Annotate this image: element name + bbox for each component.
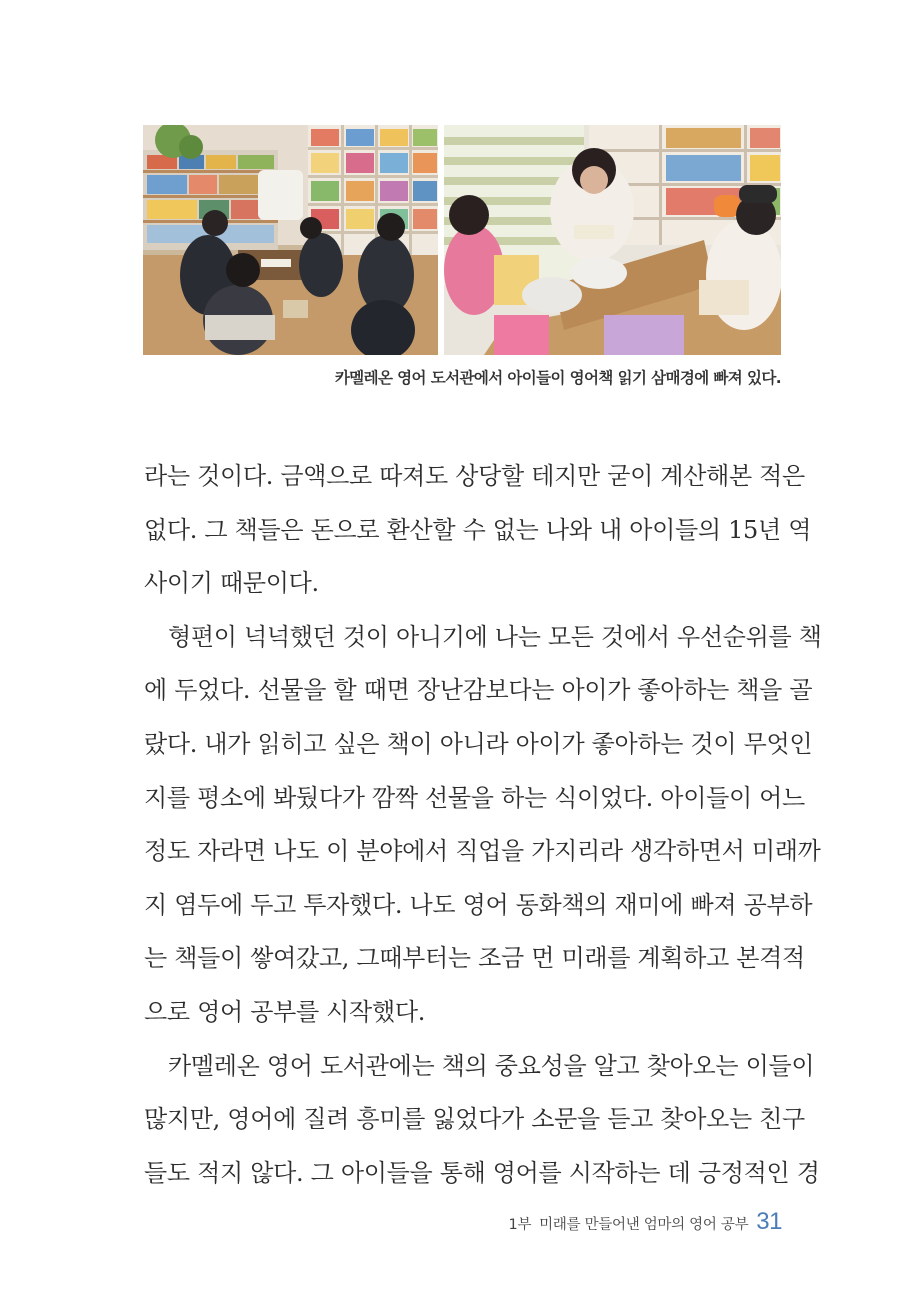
text-line: 라는 것이다. 금액으로 따져도 상당할 테지만 굳이 계산해본 적은 <box>144 462 805 490</box>
photo-caption: 카멜레온 영어 도서관에서 아이들이 영어책 읽기 삼매경에 빠져 있다. <box>334 369 781 387</box>
text-line: 지 염두에 두고 투자했다. 나도 영어 동화책의 재미에 빠져 공부하 <box>144 890 813 919</box>
body-text <box>144 450 822 1200</box>
text-line: 많지만, 영어에 질려 흥미를 잃었다가 소문을 듣고 찾아오는 친구 <box>144 1105 805 1134</box>
library-floor-photo <box>143 125 438 355</box>
chapter-title: 미래를 만들어낸 엄마의 영어 공부 <box>539 1217 749 1233</box>
text-line: 정도 자라면 나도 이 분야에서 직업을 가지리라 생각하면서 미래까 <box>144 837 821 866</box>
text-line: 에 두었다. 선물을 할 때면 장난감보다는 아이가 좋아하는 책을 골 <box>144 676 813 705</box>
text-line: 카멜레온 영어 도서관에는 책의 중요성을 알고 찾아오는 이들이 <box>168 1051 815 1080</box>
text-line: 형편이 넉넉했던 것이 아니기에 나는 모든 것에서 우선순위를 책 <box>168 622 822 651</box>
library-table-photo <box>444 125 781 355</box>
text-line: 는 책들이 쌓여갔고, 그때부터는 조금 먼 미래를 계획하고 본격적 <box>144 944 805 973</box>
text-line: 으로 영어 공부를 시작했다. <box>144 997 426 1026</box>
text-line: 지를 평소에 봐뒀다가 깜짝 선물을 하는 식이었다. 아이들이 어느 <box>144 783 805 812</box>
text-line: 랐다. 내가 읽히고 싶은 책이 아니라 아이가 좋아하는 것이 무엇인 <box>144 729 813 758</box>
page-number: 31 <box>756 1208 782 1235</box>
text-line: 사이기 때문이다. <box>144 569 319 598</box>
text-line: 없다. 그 책들은 돈으로 환산할 수 없는 나와 내 아이들의 15년 역 <box>144 515 812 544</box>
part-label: 1부 <box>508 1217 532 1233</box>
text-line: 들도 적지 않다. 그 아이들을 통해 영어를 시작하는 데 긍정적인 경 <box>144 1158 820 1187</box>
photo-strip <box>143 125 781 355</box>
running-footer <box>509 1208 782 1236</box>
